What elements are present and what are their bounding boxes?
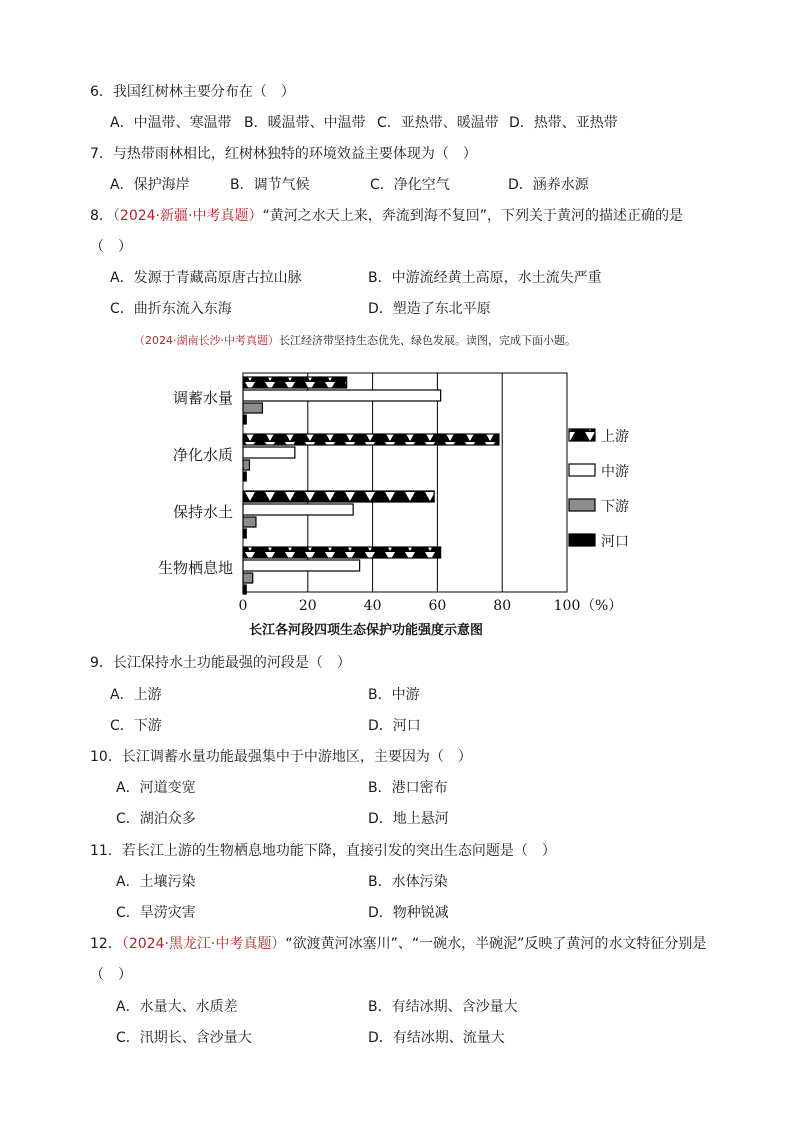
bar-middle: [243, 504, 353, 515]
q9-option-b[interactable]: B．中游: [368, 687, 420, 703]
q9-option-d[interactable]: D．河口: [368, 718, 421, 734]
q12-option-d[interactable]: D．有结冰期、流量大: [368, 1030, 505, 1046]
q12-option-c[interactable]: C．汛期长、含沙量大: [116, 1030, 252, 1046]
bar-lower: [243, 403, 262, 413]
q8-option-b[interactable]: B．中游流经黄土高原，水土流失严重: [368, 270, 602, 286]
question-11-stem: 11．若长江上游的生物栖息地功能下降，直接引发的突出生态问题是（ ）: [90, 843, 556, 859]
question-7-stem: 7．与热带雨林相比，红树林独特的环境效益主要体现为（ ）: [90, 146, 477, 162]
q6-option-c[interactable]: C．亚热带、暖温带: [377, 115, 499, 131]
bar-lower: [243, 460, 249, 470]
q7-option-d[interactable]: D．涵养水源: [508, 177, 589, 193]
q6-option-a[interactable]: A．中温带、寒温带: [110, 115, 232, 131]
bar-mouth: [243, 472, 246, 481]
plot-frame: [243, 373, 567, 592]
legend-swatch: [569, 464, 595, 476]
q6-option-b[interactable]: B．暖温带、中温带: [244, 115, 366, 131]
category-label: 保持水土: [172, 503, 233, 521]
bar-upper: [243, 547, 441, 558]
x-tick-label: 0: [238, 598, 248, 614]
q12-option-a[interactable]: A．水量大、水质差: [116, 999, 238, 1015]
question-8-text: “黄河之水天上来，奔流到海不复回”，下列关于黄河的描述正确的是: [262, 208, 683, 224]
legend-swatch: [569, 499, 595, 511]
x-unit-label: （%）: [581, 598, 623, 614]
q8-option-d[interactable]: D．塑造了东北平原: [368, 301, 491, 317]
question-12-text: “欲渡黄河冰塞川”、“一碗水，半碗泥”反映了黄河的水文特征分别是: [285, 936, 707, 952]
bar-mouth: [243, 585, 246, 594]
x-tick-label: 100: [553, 598, 581, 614]
legend-label: 上游: [601, 429, 629, 445]
bar-upper: [243, 491, 434, 502]
question-12-number: 12．: [90, 936, 122, 952]
question-8-source: （2024·新疆·中考真题）: [112, 208, 263, 224]
question-10-stem: 10．长江调蓄水量功能最强集中于中游地区，主要因为（ ）: [90, 749, 472, 765]
question-8-number: 8．: [90, 208, 113, 224]
question-12-source: （2024·黑龙江·中考真题）: [121, 936, 286, 952]
x-tick-label: 20: [298, 598, 317, 614]
q12-option-b[interactable]: B．有结冰期、含沙量大: [368, 999, 518, 1015]
question-6-stem: 6．我国红树林主要分布在（ ）: [90, 84, 295, 100]
legend-swatch: [569, 429, 595, 441]
q6-option-d[interactable]: D．热带、亚热带: [509, 115, 618, 131]
bar-mouth: [243, 415, 246, 424]
bar-middle: [243, 560, 360, 571]
q10-option-a[interactable]: A．河道变宽: [116, 780, 196, 796]
bar-upper: [243, 377, 347, 388]
q8-option-a[interactable]: A．发源于青藏高原唐古拉山脉: [110, 270, 302, 286]
question-8-stem: [90, 206, 683, 226]
question-9-stem: 9．长江保持水土功能最强的河段是（ ）: [90, 655, 351, 671]
figure-intro-source: （2024·湖南长沙·中考真题）: [134, 334, 279, 347]
bar-lower: [243, 573, 253, 583]
legend-label: 河口: [601, 534, 629, 550]
legend-swatch: [569, 534, 595, 546]
chart-title: 长江各河段四项生态保护功能强度示意图: [249, 623, 484, 638]
x-tick-label: 60: [428, 598, 447, 614]
q7-option-c[interactable]: C．净化空气: [370, 177, 450, 193]
category-label: 生物栖息地: [157, 559, 233, 577]
q11-option-a[interactable]: A．土壤污染: [116, 874, 196, 890]
category-label: 净化水质: [172, 446, 233, 464]
question-8-paren: （ ）: [90, 239, 132, 255]
q7-option-a[interactable]: A．保护海岸: [110, 177, 190, 193]
bar-middle: [243, 390, 441, 401]
category-label: 调蓄水量: [172, 389, 233, 407]
legend-label: 中游: [601, 464, 629, 480]
x-tick-label: 40: [363, 598, 382, 614]
q10-option-b[interactable]: B．港口密布: [368, 780, 448, 796]
q10-option-d[interactable]: D．地上悬河: [368, 811, 449, 827]
bar-upper: [243, 434, 499, 445]
legend-label: 下游: [601, 499, 629, 515]
bar-chart: [140, 362, 660, 644]
q11-option-b[interactable]: B．水体污染: [368, 874, 448, 890]
bar-mouth: [243, 529, 246, 538]
question-12-paren: （ ）: [90, 967, 132, 983]
q9-option-c[interactable]: C．下游: [110, 718, 162, 734]
q10-option-c[interactable]: C．湖泊众多: [116, 811, 196, 827]
q7-option-b[interactable]: B．调节气候: [230, 177, 310, 193]
q11-option-d[interactable]: D．物种锐减: [368, 905, 449, 921]
question-12-stem: [90, 934, 706, 954]
bar-lower: [243, 517, 256, 527]
figure-intro: [134, 332, 576, 350]
x-tick-label: 80: [493, 598, 512, 614]
bar-middle: [243, 447, 295, 458]
q9-option-a[interactable]: A．上游: [110, 687, 162, 703]
q11-option-c[interactable]: C．旱涝灾害: [116, 905, 196, 921]
q8-option-c[interactable]: C．曲折东流入东海: [110, 301, 232, 317]
figure-intro-text: 长江经济带坚持生态优先、绿色发展。读图，完成下面小题。: [279, 334, 576, 347]
